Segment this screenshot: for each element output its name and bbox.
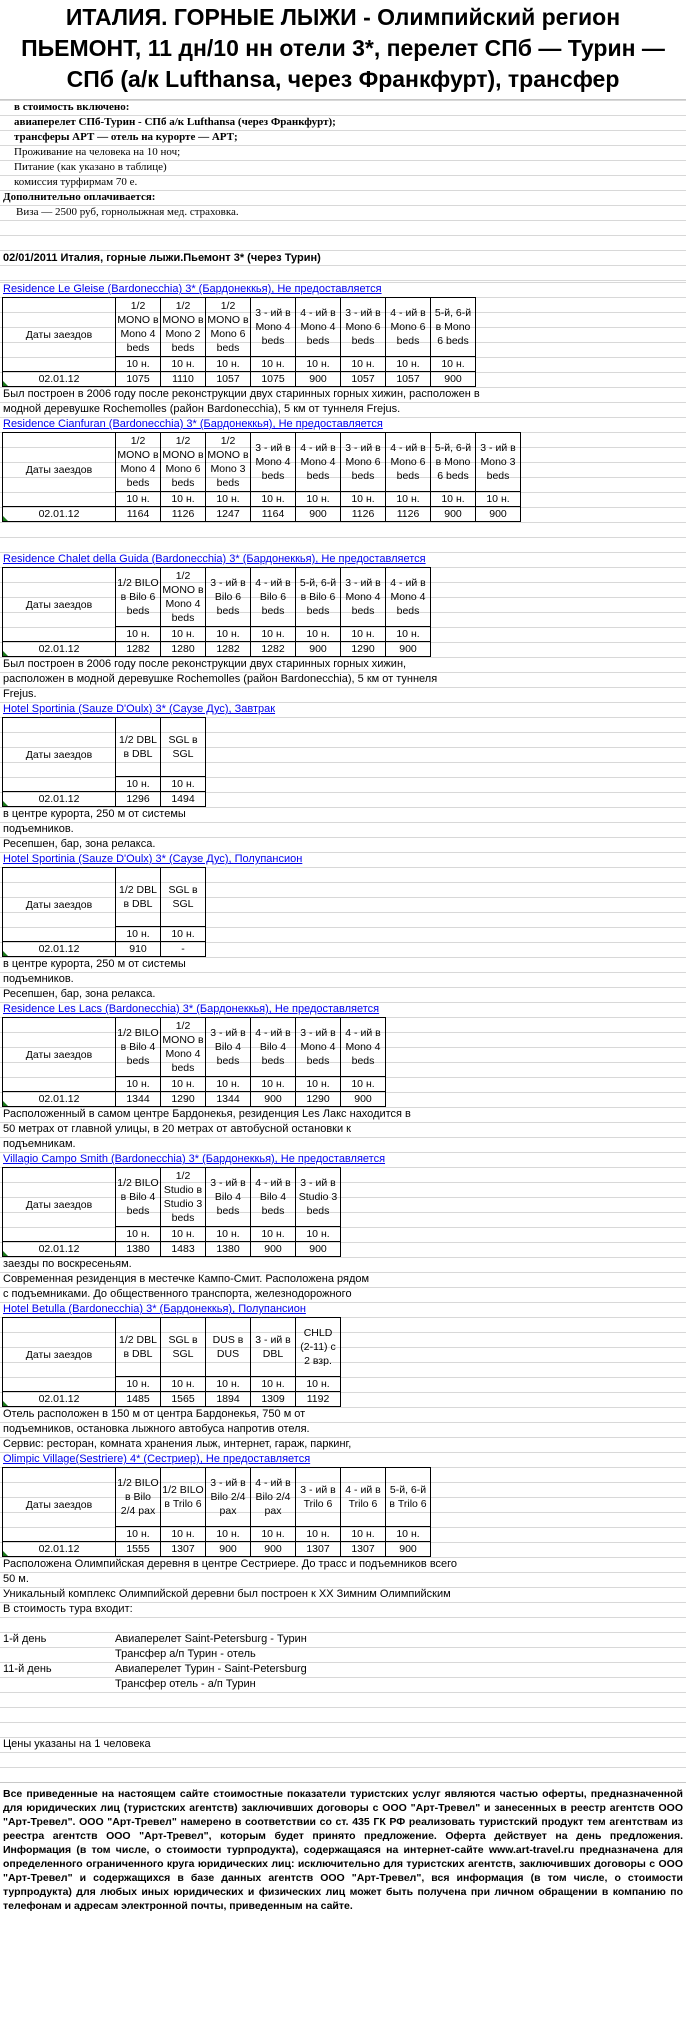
hotel-description: Уникальный комплекс Олимпийской деревни был построен к XX Зимним Олимпийским xyxy=(3,1588,451,1600)
hotel-description: подъемников. xyxy=(3,973,74,985)
arrival-date: 02.01.12 xyxy=(3,942,116,957)
price-cell: 1282 xyxy=(206,642,251,657)
hotel-description: Ресепшен, бар, зона релакса. xyxy=(3,838,156,850)
room-type-header: 1/2 MONO в Mono 4 beds xyxy=(161,568,206,627)
itinerary-line: Трансфер отель - а/п Турин xyxy=(115,1678,256,1690)
nights-cell: 10 н. xyxy=(296,1377,341,1392)
price-cell: 1280 xyxy=(161,642,206,657)
room-type-header: 1/2 BILO в Bilo 2/4 pax xyxy=(116,1468,161,1527)
price-table xyxy=(2,1167,341,1257)
price-cell: 1247 xyxy=(206,507,251,522)
hotel-description: 50 м. xyxy=(3,1573,29,1585)
nights-cell: 10 н. xyxy=(251,492,296,507)
room-type-header: 4 - ий в Mono 4 beds xyxy=(296,298,341,357)
hotel-description: модной деревушке Rochemolles (район Bardonecchia), 5 км от туннеля Frejus. xyxy=(3,403,401,415)
date-header: Даты заездов xyxy=(3,568,116,642)
room-type-header: CHLD (2-11) с 2 взр. xyxy=(296,1318,341,1377)
room-type-header: 4 - ий в Trilo 6 xyxy=(341,1468,386,1527)
room-type-header: 1/2 BILO в Bilo 4 beds xyxy=(116,1168,161,1227)
price-table xyxy=(2,717,206,807)
hotel-name-link[interactable]: Hotel Betulla (Bardonecchia) 3* (Бардонеккья), Полупансион xyxy=(3,1303,306,1315)
nights-cell: 10 н. xyxy=(386,1527,431,1542)
hotel-name-link[interactable]: Hotel Sportinia (Sauze D'Oulx) 3* (Саузе Дус), Полупансион xyxy=(3,853,303,865)
price-table xyxy=(2,867,206,957)
nights-cell: 10 н. xyxy=(476,492,521,507)
nights-cell: 10 н. xyxy=(341,357,386,372)
itinerary-line: Трансфер а/п Турин - отель xyxy=(115,1648,256,1660)
hotel-name-link[interactable]: Residence Le Gleise (Bardonecchia) 3* (Бардонеккья), Не предоставляется xyxy=(3,283,382,295)
nights-cell: 10 н. xyxy=(206,1077,251,1092)
extra-item: Виза — 2500 руб, горнолыжная мед. страховка. xyxy=(16,206,239,218)
nights-cell: 10 н. xyxy=(386,627,431,642)
price-cell: 1290 xyxy=(341,642,386,657)
hotel-block xyxy=(0,1152,686,1302)
nights-cell: 10 н. xyxy=(116,627,161,642)
price-cell: 1494 xyxy=(161,792,206,807)
date-header: Даты заездов xyxy=(3,1168,116,1242)
nights-cell: 10 н. xyxy=(116,492,161,507)
nights-cell: 10 н. xyxy=(341,492,386,507)
nights-cell: 10 н. xyxy=(206,1527,251,1542)
hotel-description: Сервис: ресторан, комната хранения лыж, интернет, гараж, паркинг, xyxy=(3,1438,352,1450)
nights-cell: 10 н. xyxy=(431,492,476,507)
price-cell: 1380 xyxy=(206,1242,251,1257)
date-header: Даты заездов xyxy=(3,1318,116,1392)
hotel-description: 50 метрах от главной улицы, в 20 метрах от автобусной остановки к xyxy=(3,1123,351,1135)
room-type-header: 1/2 MONO в Mono 6 beds xyxy=(206,298,251,357)
hotel-description: Расположенный в самом центре Бардонекья, резиденция Les Лакс находится в xyxy=(3,1108,411,1120)
price-cell: 1075 xyxy=(251,372,296,387)
price-cell: 1126 xyxy=(386,507,431,522)
price-cell: 1485 xyxy=(116,1392,161,1407)
room-type-header: 5-й, 6-й в Mono 6 beds xyxy=(431,433,476,492)
room-type-header: 1/2 MONO в Mono 4 beds xyxy=(161,1018,206,1077)
room-type-header: 3 - ий в Mono 4 beds xyxy=(296,1018,341,1077)
room-type-header: 3 - ий в Mono 3 beds xyxy=(476,433,521,492)
nights-cell: 10 н. xyxy=(161,492,206,507)
nights-cell: 10 н. xyxy=(161,627,206,642)
nights-cell: 10 н. xyxy=(161,1527,206,1542)
price-table xyxy=(2,1017,386,1107)
room-type-header: 4 - ий в Bilo 2/4 pax xyxy=(251,1468,296,1527)
legal-disclaimer: Все приведенные на настоящем сайте стоимостные показатели туристских услуг являются частью оферты, предназначенной для юридических лиц (туристских агентств) заключивших договоры с ООО "Арт-Тревел" и занесенных в реестр агентств ООО "Арт-Тревел". ООО "Арт-Тревел" намерено в соответствии со ст. 435 ГК РФ реализовать туристский продукт тем агентствам из реестра агентств ООО "Арт-Тревел", которым будет принято предложение. Оферта действует на день предложения. Информация (в том числе, о стоимости турпродукта), содержащаяся на интернет-сайте www.art-travel.ru предназначена для определенного ограниченного круга юридических лиц: исключительно для туристских агентств, заключивших договоры с ООО "Арт-Тревел" и содержащихся в базе данных агентств ООО "Арт-Тревел", вся информация (в том числе, о стоимости турпродукта) для любых иных юридических и физических лиц может быть получена при личном обращении в компанию по телефонам и адресам электронной почты, приведенным на сайте. xyxy=(0,1782,686,1913)
room-type-header: 4 - ий в Mono 4 beds xyxy=(386,568,431,627)
price-cell: 900 xyxy=(296,507,341,522)
room-type-header: 3 - ий в Bilo 4 beds xyxy=(206,1168,251,1227)
room-type-header: 1/2 MONO в Mono 4 beds xyxy=(116,298,161,357)
nights-cell: 10 н. xyxy=(431,357,476,372)
room-type-header: 5-й, 6-й в Bilo 6 beds xyxy=(296,568,341,627)
hotel-description: Был построен в 2006 году после реконструкции двух старинных горных хижин, xyxy=(3,658,407,670)
arrival-date: 02.01.12 xyxy=(3,1392,116,1407)
hotel-description: Frejus. xyxy=(3,688,37,700)
price-cell: 900 xyxy=(476,507,521,522)
hotel-description: подъемникам. xyxy=(3,1138,76,1150)
price-cell: 900 xyxy=(206,1542,251,1557)
hotel-description: Расположена Олимпийская деревня в центре Сестриере. До трасс и подъемников всего xyxy=(3,1558,458,1570)
room-type-header: 1/2 Studio в Studio 3 beds xyxy=(161,1168,206,1227)
room-type-header: SGL в SGL xyxy=(161,1318,206,1377)
arrival-date: 02.01.12 xyxy=(3,507,116,522)
nights-cell: 10 н. xyxy=(116,1377,161,1392)
tour-includes-section xyxy=(0,1602,686,1782)
hotel-block xyxy=(0,702,686,852)
price-cell: 1282 xyxy=(116,642,161,657)
price-cell: 900 xyxy=(341,1092,386,1107)
price-cell: 900 xyxy=(251,1092,296,1107)
date-header: Даты заездов xyxy=(3,298,116,372)
page-title: ИТАЛИЯ. ГОРНЫЕ ЛЫЖИ - Олимпийский регион ПЬЕМОНТ, 11 дн/10 нн отели 3*, перелет СПб — Турин — СПб (а/к Lufthansa, через Франкфурт), трансфер xyxy=(0,0,686,100)
hotel-block xyxy=(0,1002,686,1152)
room-type-header: 3 - ий в Bilo 2/4 pax xyxy=(206,1468,251,1527)
price-cell: 900 xyxy=(251,1242,296,1257)
hotel-block xyxy=(0,1452,686,1602)
room-type-header: 5-й, 6-й в Mono 6 beds xyxy=(431,298,476,357)
price-cell: 1555 xyxy=(116,1542,161,1557)
arrival-date: 02.01.12 xyxy=(3,1542,116,1557)
price-cell: 1164 xyxy=(116,507,161,522)
room-type-header: 4 - ий в Bilo 4 beds xyxy=(251,1018,296,1077)
included-item: трансферы АРТ — отель на курорте — АРТ; xyxy=(14,131,238,143)
room-type-header: 1/2 MONO в Mono 4 beds xyxy=(116,433,161,492)
date-header: Даты заездов xyxy=(3,1468,116,1542)
hotel-description: с подъемниками. До общественного транспорта, железнодорожного xyxy=(3,1288,352,1300)
hotel-name-link[interactable]: Hotel Sportinia (Sauze D'Oulx) 3* (Саузе Дус), Завтрак xyxy=(3,703,276,715)
hotel-description: подъемников. xyxy=(3,823,74,835)
price-cell: 1126 xyxy=(161,507,206,522)
nights-cell: 10 н. xyxy=(251,1227,296,1242)
itinerary-line: Авиаперелет Турин - Saint-Petersburg xyxy=(115,1663,307,1675)
tour-includes-heading: В стоимость тура входит: xyxy=(3,1603,133,1615)
room-type-header: 3 - ий в Bilo 4 beds xyxy=(206,1018,251,1077)
price-cell: 910 xyxy=(116,942,161,957)
hotel-block xyxy=(0,282,686,417)
hotel-name-link[interactable]: Residence Cianfuran (Bardonecchia) 3* (Бардонеккья), Не предоставляется xyxy=(3,418,383,430)
price-cell: 1057 xyxy=(386,372,431,387)
price-cell: 1126 xyxy=(341,507,386,522)
hotel-list xyxy=(0,282,686,1602)
nights-cell: 10 н. xyxy=(116,1077,161,1092)
nights-cell: 10 н. xyxy=(116,777,161,792)
hotel-block xyxy=(0,852,686,1002)
price-cell: 900 xyxy=(251,1542,296,1557)
nights-cell: 10 н. xyxy=(161,1077,206,1092)
price-cell: 900 xyxy=(296,642,341,657)
price-cell: 1380 xyxy=(116,1242,161,1257)
price-table xyxy=(2,567,431,657)
room-type-header: 1/2 DBL в DBL xyxy=(116,1318,161,1377)
room-type-header: 4 - ий в Mono 4 beds xyxy=(296,433,341,492)
hotel-block xyxy=(0,552,686,702)
nights-cell: 10 н. xyxy=(116,357,161,372)
room-type-header: 3 - ий в Mono 4 beds xyxy=(251,433,296,492)
included-section xyxy=(0,100,686,282)
room-type-header: DUS в DUS xyxy=(206,1318,251,1377)
nights-cell: 10 н. xyxy=(386,357,431,372)
hotel-description: в центре курорта, 250 м от системы xyxy=(3,958,186,970)
room-type-header: 3 - ий в Studio 3 beds xyxy=(296,1168,341,1227)
room-type-header: 3 - ий в Mono 6 beds xyxy=(341,433,386,492)
arrival-date: 02.01.12 xyxy=(3,792,116,807)
date-header: Даты заездов xyxy=(3,433,116,507)
arrival-date: 02.01.12 xyxy=(3,1242,116,1257)
room-type-header: 1/2 DBL в DBL xyxy=(116,718,161,777)
hotel-block xyxy=(0,1302,686,1452)
arrival-date: 02.01.12 xyxy=(3,372,116,387)
hotel-description: Был построен в 2006 году после реконструкции двух старинных горных хижин, расположен в xyxy=(3,388,480,400)
price-cell: 1344 xyxy=(116,1092,161,1107)
price-cell: 1309 xyxy=(251,1392,296,1407)
price-cell: 900 xyxy=(296,1242,341,1257)
date-header: Даты заездов xyxy=(3,718,116,792)
price-cell: 1894 xyxy=(206,1392,251,1407)
price-cell: 1483 xyxy=(161,1242,206,1257)
price-table xyxy=(2,1467,431,1557)
price-cell: 900 xyxy=(386,642,431,657)
nights-cell: 10 н. xyxy=(296,492,341,507)
nights-cell: 10 н. xyxy=(251,1077,296,1092)
price-cell: 1307 xyxy=(341,1542,386,1557)
nights-cell: 10 н. xyxy=(251,1527,296,1542)
hotel-description: Современная резиденция в местечке Кампо-Смит. Расположена рядом xyxy=(3,1273,370,1285)
price-cell: 900 xyxy=(386,1542,431,1557)
room-type-header: 1/2 BILO в Trilo 6 xyxy=(161,1468,206,1527)
included-item: Проживание на человека на 10 ноч; xyxy=(14,146,181,158)
hotel-name-link[interactable]: Residence Chalet della Guida (Bardonecchia) 3* (Бардонеккья), Не предоставляется xyxy=(3,553,426,565)
itinerary-day: 1-й день xyxy=(3,1633,47,1645)
price-cell: 1110 xyxy=(161,372,206,387)
price-table xyxy=(2,297,476,387)
included-item: комиссия турфирмам 70 е. xyxy=(14,176,138,188)
room-type-header: 4 - ий в Mono 6 beds xyxy=(386,433,431,492)
nights-cell: 10 н. xyxy=(116,1527,161,1542)
nights-cell: 10 н. xyxy=(161,777,206,792)
nights-cell: 10 н. xyxy=(206,492,251,507)
nights-cell: 10 н. xyxy=(296,1227,341,1242)
room-type-header: 4 - ий в Mono 4 beds xyxy=(341,1018,386,1077)
room-type-header: 1/2 BILO в Bilo 4 beds xyxy=(116,1018,161,1077)
nights-cell: 10 н. xyxy=(251,357,296,372)
arrival-date: 02.01.12 xyxy=(3,642,116,657)
price-cell: 1282 xyxy=(251,642,296,657)
nights-cell: 10 н. xyxy=(386,492,431,507)
nights-cell: 10 н. xyxy=(206,1377,251,1392)
nights-cell: 10 н. xyxy=(116,927,161,942)
room-type-header: SGL в SGL xyxy=(161,718,206,777)
nights-cell: 10 н. xyxy=(341,627,386,642)
price-note: Цены указаны на 1 человека xyxy=(3,1738,151,1750)
room-type-header: 4 - ий в Mono 6 beds xyxy=(386,298,431,357)
price-cell: 1307 xyxy=(296,1542,341,1557)
price-cell: 1344 xyxy=(206,1092,251,1107)
nights-cell: 10 н. xyxy=(296,627,341,642)
extra-heading: Дополнительно оплачивается: xyxy=(3,191,156,203)
room-type-header: 3 - ий в Trilo 6 xyxy=(296,1468,341,1527)
nights-cell: 10 н. xyxy=(206,357,251,372)
room-type-header: 1/2 MONO в Mono 2 beds xyxy=(161,298,206,357)
hotel-name-link[interactable]: Villagio Campo Smith (Bardonecchia) 3* (Бардонеккья), Не предоставляется xyxy=(3,1153,386,1165)
room-type-header: 4 - ий в Bilo 4 beds xyxy=(251,1168,296,1227)
nights-cell: 10 н. xyxy=(296,1077,341,1092)
hotel-description: заезды по воскресеньям. xyxy=(3,1258,132,1270)
tour-heading: 02/01/2011 Италия, горные лыжи.Пьемонт 3* (через Турин) xyxy=(3,252,321,264)
room-type-header: 1/2 MONO в Mono 6 beds xyxy=(161,433,206,492)
hotel-name-link[interactable]: Residence Les Lacs (Bardonecchia) 3* (Бардонеккья), Не предоставляется xyxy=(3,1003,380,1015)
hotel-description: Ресепшен, бар, зона релакса. xyxy=(3,988,156,1000)
price-cell: 1057 xyxy=(206,372,251,387)
nights-cell: 10 н. xyxy=(116,1227,161,1242)
included-item: авиаперелет СПб-Турин - СПб а/к Lufthansa (через Франкфурт); xyxy=(14,116,336,128)
room-type-header: 3 - ий в Mono 4 beds xyxy=(341,568,386,627)
price-cell: 1075 xyxy=(116,372,161,387)
hotel-name-link[interactable]: Olimpic Village(Sestriere) 4* (Сестриер), Не предоставляется xyxy=(3,1453,311,1465)
room-type-header: 1/2 MONO в Mono 3 beds xyxy=(206,433,251,492)
price-table xyxy=(2,432,521,522)
room-type-header: 5-й, 6-й в Trilo 6 xyxy=(386,1468,431,1527)
price-cell: 1290 xyxy=(296,1092,341,1107)
nights-cell: 10 н. xyxy=(161,1227,206,1242)
nights-cell: 10 н. xyxy=(296,357,341,372)
hotel-block xyxy=(0,417,686,552)
price-cell: 900 xyxy=(431,507,476,522)
room-type-header: 3 - ий в Mono 4 beds xyxy=(251,298,296,357)
date-header: Даты заездов xyxy=(3,1018,116,1092)
hotel-description: в центре курорта, 250 м от системы xyxy=(3,808,186,820)
room-type-header: 4 - ий в Bilo 6 beds xyxy=(251,568,296,627)
hotel-description: Отель расположен в 150 м от центра Бардонекья, 750 м от xyxy=(3,1408,306,1420)
nights-cell: 10 н. xyxy=(161,1377,206,1392)
included-item: Питание (как указано в таблице) xyxy=(14,161,167,173)
included-heading: в стоимость включено: xyxy=(14,101,130,113)
room-type-header: 1/2 DBL в DBL xyxy=(116,868,161,927)
room-type-header: 3 - ий в DBL xyxy=(251,1318,296,1377)
price-cell: 900 xyxy=(431,372,476,387)
nights-cell: 10 н. xyxy=(251,627,296,642)
arrival-date: 02.01.12 xyxy=(3,1092,116,1107)
price-cell: 900 xyxy=(296,372,341,387)
room-type-header: 3 - ий в Bilo 6 beds xyxy=(206,568,251,627)
nights-cell: 10 н. xyxy=(161,357,206,372)
date-header: Даты заездов xyxy=(3,868,116,942)
price-cell: 1164 xyxy=(251,507,296,522)
nights-cell: 10 н. xyxy=(341,1077,386,1092)
price-cell: - xyxy=(161,942,206,957)
price-cell: 1057 xyxy=(341,372,386,387)
price-cell: 1565 xyxy=(161,1392,206,1407)
nights-cell: 10 н. xyxy=(206,1227,251,1242)
room-type-header: SGL в SGL xyxy=(161,868,206,927)
room-type-header: 3 - ий в Mono 6 beds xyxy=(341,298,386,357)
price-cell: 1290 xyxy=(161,1092,206,1107)
nights-cell: 10 н. xyxy=(161,927,206,942)
nights-cell: 10 н. xyxy=(206,627,251,642)
itinerary-line: Авиаперелет Saint-Petersburg - Турин xyxy=(115,1633,307,1645)
price-table xyxy=(2,1317,341,1407)
room-type-header: 1/2 BILO в Bilo 6 beds xyxy=(116,568,161,627)
nights-cell: 10 н. xyxy=(341,1527,386,1542)
hotel-description: расположен в модной деревушке Rochemolles (район Bardonecchia), 5 км от туннеля xyxy=(3,673,438,685)
nights-cell: 10 н. xyxy=(251,1377,296,1392)
hotel-description: подъемников, остановка лыжного автобуса напротив отеля. xyxy=(3,1423,310,1435)
price-cell: 1192 xyxy=(296,1392,341,1407)
nights-cell: 10 н. xyxy=(296,1527,341,1542)
price-cell: 1307 xyxy=(161,1542,206,1557)
itinerary-day: 11-й день xyxy=(3,1663,52,1675)
price-cell: 1296 xyxy=(116,792,161,807)
